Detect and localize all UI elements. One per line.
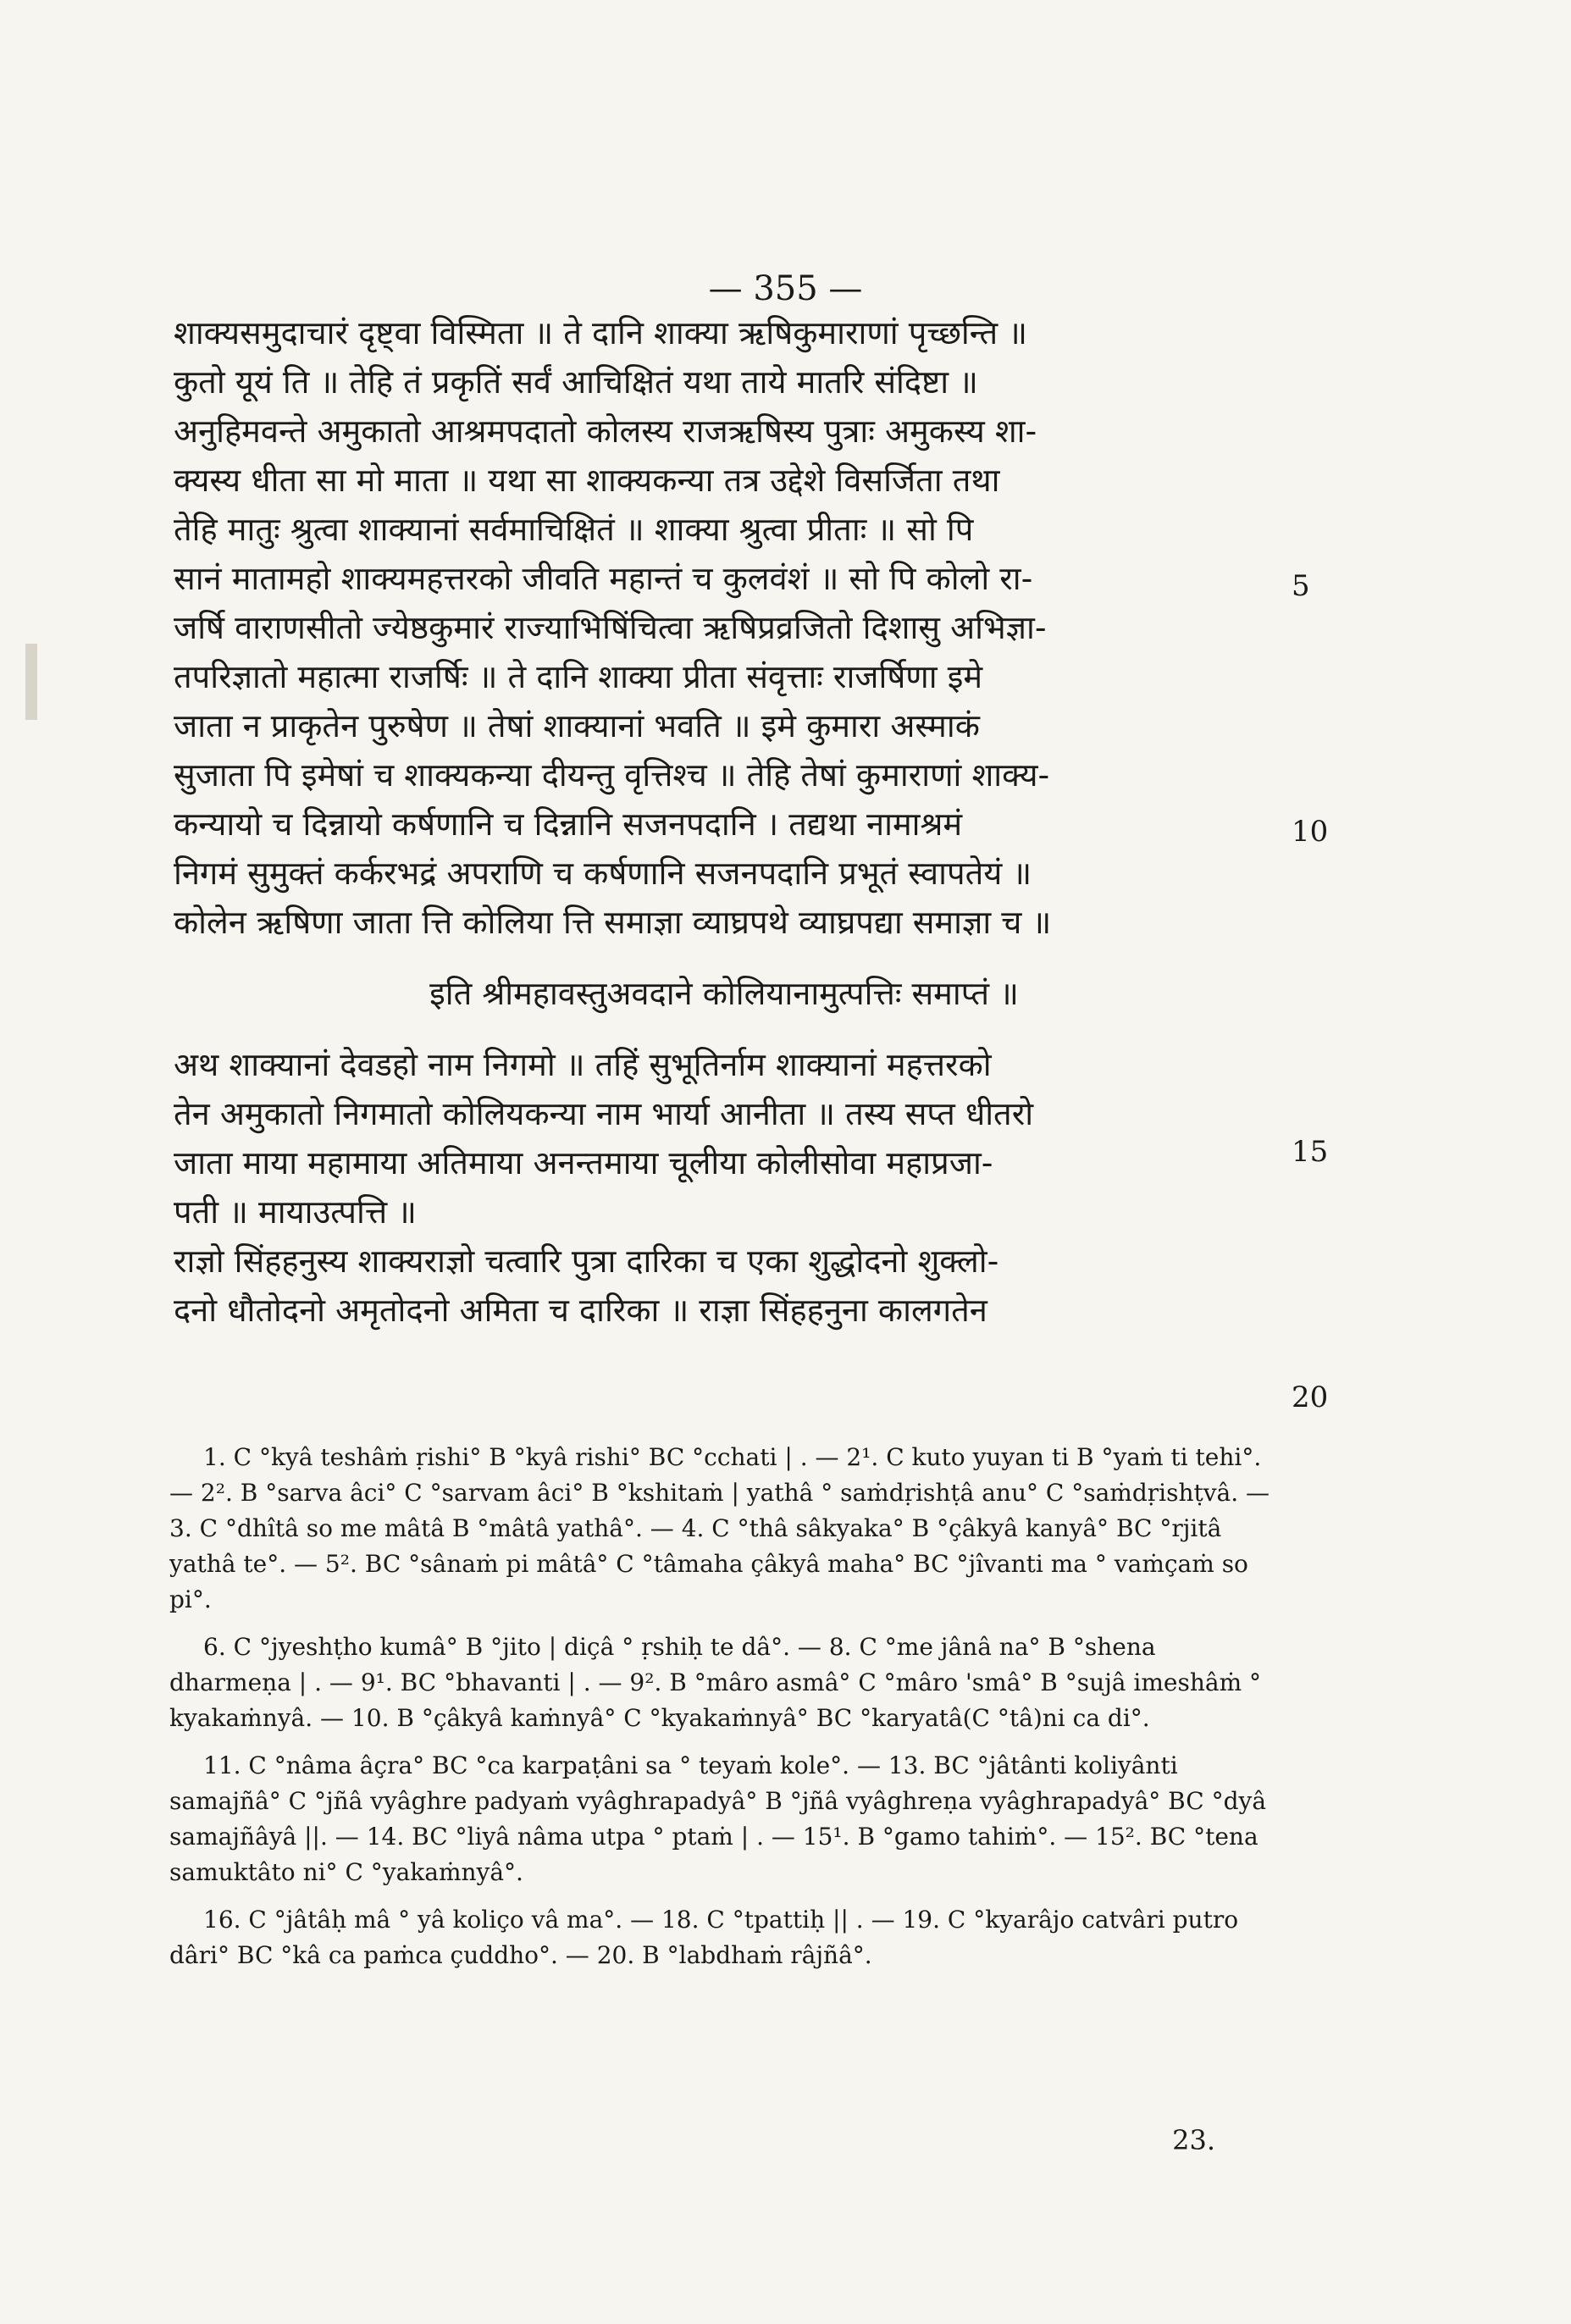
text-line: जाता माया महामाया अतिमाया अनन्तमाया चूलीया कोलीसोवा महाप्रजा- (174, 1144, 993, 1181)
text-line: तेन अमुकातो निगमातो कोलियकन्या नाम भार्या आनीता ॥ तस्य सप्त धीतरो (174, 1095, 1034, 1132)
text-line: दनो धौतोदनो अमृतोदनो अमिता च दारिका ॥ राज्ञा सिंहहनुना कालगतेन (174, 1292, 987, 1329)
text-line: शाक्यसमुदाचारं दृष्ट्वा विस्मिता ॥ ते दानि शाक्या ऋषिकुमाराणां पृच्छन्ति ॥ (174, 314, 1027, 351)
line-number-10: 10 (1292, 815, 1329, 849)
footnotes (169, 1440, 1270, 1985)
text-line: अथ शाक्यानां देवडहो नाम निगमो ॥ तहिं सुभूतिर्नाम शाक्यानां महत्तरको (174, 1046, 992, 1083)
line-number-5: 5 (1292, 569, 1310, 603)
text-line: निगमं सुमुक्तं कर्करभद्रं अपराणि च कर्षणानि सजनपदानि प्रभूतं स्वापतेयं ॥ (174, 855, 1032, 892)
text-line: अनुहिमवन्ते अमुकातो आश्रमपदातो कोलस्य राजऋषिस्य पुत्राः अमुकस्य शा- (174, 412, 1037, 450)
text-line: कोलेन ऋषिणा जाता त्ति कोलिया त्ति समाज्ञा व्याघ्रपथे व्याघ्रपद्या समाज्ञा च ॥ (174, 904, 1052, 941)
text-line: तपरिज्ञातो महात्मा राजर्षिः ॥ ते दानि शाक्या प्रीता संवृत्ताः राजर्षिणा इमे (174, 658, 983, 695)
text-line: पती ॥ मायाउत्पत्ति ॥ (174, 1193, 417, 1231)
footnote-paragraph: 6. C °jyeshṭho kumâ° B °jito | diçâ ° ṛshiḥ te dâ°. — 8. C °me jânâ na° B °shena dharmeṇa | . — 9¹. BC °bhavanti | . — 9². B °mâro asmâ° C °mâro 'smâ° B °sujâ imeshâṁ ° kyakaṁnyâ. — 10. B °çâkyâ kaṁnyâ° C °kyakaṁnyâ° BC °karyatâ(C °tâ)ni ca di°. (169, 1633, 1262, 1732)
text-line: कुतो यूयं ति ॥ तेहि तं प्रकृतिं सर्वं आचिक्षितं यथा ताये मातरि संदिष्टा ॥ (174, 363, 978, 401)
colophon: इति श्रीमहावस्तुअवदाने कोलियानामुत्पत्तिः समाप्तं ॥ (429, 975, 1019, 1012)
text-line: जाता न प्राकृतेन पुरुषेण ॥ तेषां शाक्यानां भवति ॥ इमे कुमारा अस्माकं (174, 707, 980, 744)
text-line: सुजाता पि इमेषां च शाक्यकन्या दीयन्तु वृत्तिश्च ॥ तेहि तेषां कुमाराणां शाक्य- (174, 756, 1050, 794)
footnote-paragraph: 11. C °nâma âçra° BC °ca karpaṭâni sa ° teyaṁ kole°. — 13. BC °jâtânti koliyânti samajñâ° C °jñâ vyâghre padyaṁ vyâghrapadyâ° B °jñâ vyâghreṇa vyâghrapadyâ° BC °dyâ samajñâyâ ||. — 14. BC °liyâ nâma utpa ° ptaṁ | . — 15¹. B °gamo tahiṁ°. — 15². BC °tena samuktâto ni° C °yakaṁnyâ°. (169, 1751, 1267, 1886)
line-number-15: 15 (1292, 1135, 1329, 1169)
signature-mark: 23. (1172, 2124, 1215, 2156)
text-line: राज्ञो सिंहहनुस्य शाक्यराज्ञो चत्वारि पुत्रा दारिका च एका शुद्धोदनो शुक्लो- (174, 1242, 999, 1280)
text-line: सानं मातामहो शाक्यमहत्तरको जीवति महान्तं च कुलवंशं ॥ सो पि कोलो रा- (174, 560, 1033, 597)
text-line: क्यस्य धीता सा मो माता ॥ यथा सा शाक्यकन्या तत्र उद्देशे विसर्जिता तथा (174, 462, 1000, 499)
footnote-paragraph: 1. C °kyâ teshâṁ ṛishi° B °kyâ rishi° BC °cchati | . — 2¹. C kuto yuyan ti B °yaṁ ti tehi°. — 2². B °sarva âci° C °sarvam âci° B °kshitaṁ | yathâ ° saṁdṛishṭâ anu° C °saṁdṛishṭvâ. — 3. C °dhîtâ so me mâtâ B °mâtâ yathâ°. — 4. C °thâ sâkyaka° B °çâkyâ kanyâ° BC °rjitâ yathâ te°. — 5². BC °sânaṁ pi mâtâ° C °tâmaha çâkyâ maha° BC °jîvanti ma ° vaṁçaṁ so pi°. (169, 1443, 1270, 1613)
margin-speck (25, 644, 37, 720)
text-line: कन्यायो च दिन्नायो कर्षणानि च दिन्नानि सजनपदानि । तद्यथा नामाश्रमं (174, 805, 963, 843)
line-number-20: 20 (1292, 1381, 1329, 1414)
page-number: — 355 — (708, 269, 863, 308)
text-line: तेहि मातुः श्रुत्वा शाक्यानां सर्वमाचिक्षितं ॥ शाक्या श्रुत्वा प्रीताः ॥ सो पि (174, 511, 974, 548)
text-line: जर्षि वाराणसीतो ज्येष्ठकुमारं राज्याभिषिंचित्वा ऋषिप्रव्रजितो दिशासु अभिज्ञा- (174, 609, 1047, 646)
main-text (174, 308, 1275, 1335)
footnote-paragraph: 16. C °jâtâḥ mâ ° yâ koliço vâ ma°. — 18. C °tpattiḥ || . — 19. C °kyarâjo catvâri putro dâri° BC °kâ ca paṁca çuddho°. — 20. B °labdhaṁ râjñâ°. (169, 1906, 1239, 1969)
